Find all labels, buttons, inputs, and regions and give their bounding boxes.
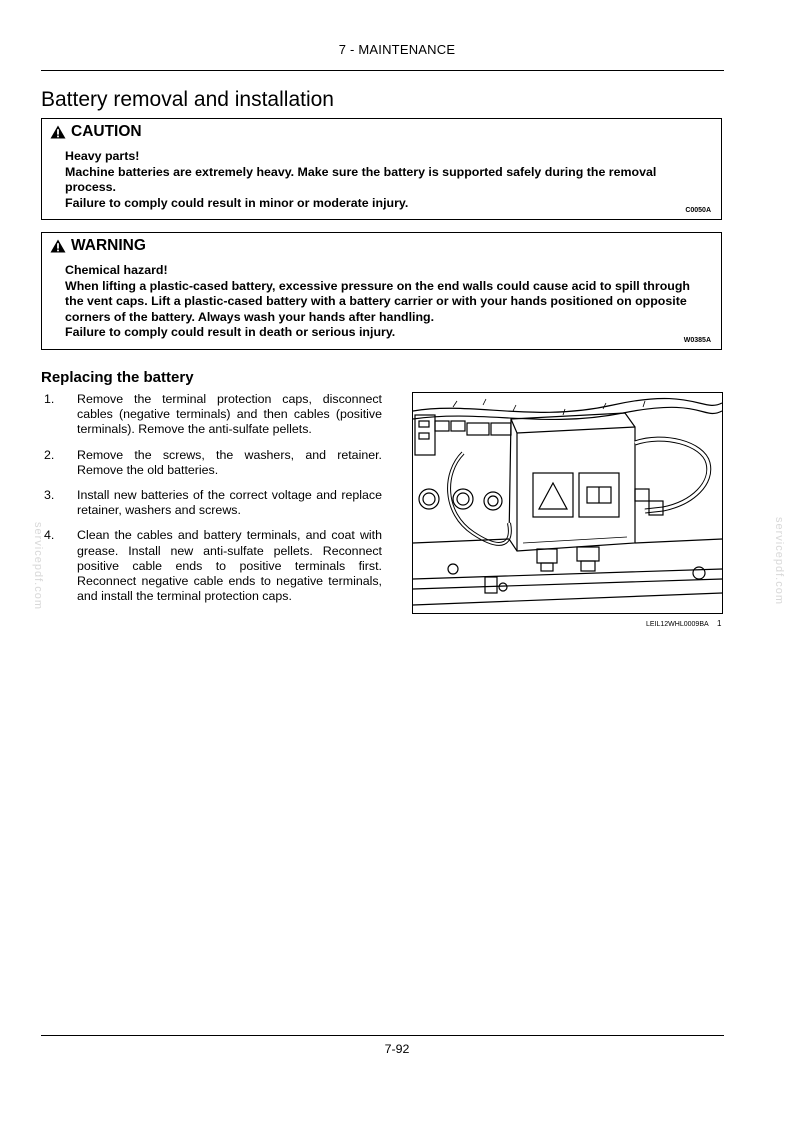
warning-line: Failure to comply could result in death or serious injury.: [65, 325, 396, 340]
list-item: [41, 448, 382, 478]
warning-line: When lifting a plastic-cased battery, excessive pressure on the end walls could cause acid to spill through the vent caps. Lift a plastic-cased battery with a battery carrier or with your hands positioned on opposite corners of the battery. Always wash your hands after handling.: [65, 278, 690, 324]
step-number: 1.: [44, 392, 55, 406]
step-number: 4.: [44, 528, 55, 543]
warning-body: [65, 263, 701, 341]
step-text: Clean the cables and battery terminals, and coat with grease. Install new anti-sulfate pellets. Reconnect positive cable ends to positive terminals first. Reconnect negative cable ends to negative terminals, and install the terminal protection caps.: [77, 528, 382, 604]
page-title: Battery removal and installation: [41, 88, 334, 111]
caution-box: [41, 118, 722, 220]
list-item: [41, 488, 382, 518]
footer-rule: [41, 1035, 724, 1036]
step-text: Install new batteries of the correct voltage and replace retainer, washers and screws.: [77, 488, 382, 518]
watermark-left: servicepdf.com: [31, 522, 44, 610]
caution-line: Heavy parts!: [65, 149, 140, 163]
warning-label: WARNING: [71, 237, 146, 254]
list-item: [41, 528, 382, 604]
battery-compartment-drawing: [413, 393, 722, 613]
header-rule: [41, 70, 724, 71]
section-title: Replacing the battery: [41, 369, 194, 386]
caution-heading: [50, 123, 142, 141]
step-number: 3.: [44, 488, 55, 503]
warning-triangle-icon: [50, 125, 66, 139]
list-item: [41, 392, 382, 438]
battery-illustration: [412, 392, 723, 614]
page-number: 7-92: [384, 1042, 410, 1056]
figure-number: 1: [717, 619, 722, 628]
caution-line: Machine batteries are extremely heavy. Make sure the battery is supported safely during the removal process.: [65, 164, 657, 195]
caution-label: CAUTION: [71, 123, 142, 140]
warning-code: W0385A: [683, 337, 711, 344]
step-text: Remove the screws, the washers, and retainer. Remove the old batteries.: [77, 447, 382, 477]
watermark-right: servicepdf.com: [772, 517, 785, 605]
header-chapter: 7 - MAINTENANCE: [338, 42, 456, 57]
caution-line: Failure to comply could result in minor or moderate injury.: [65, 195, 409, 210]
caution-body: [65, 149, 701, 211]
figure-code: LEIL12WHL0009BA: [646, 621, 709, 628]
warning-box: [41, 232, 722, 350]
warning-line: Chemical hazard!: [65, 263, 168, 277]
caution-code: C0050A: [685, 207, 711, 214]
step-number: 2.: [44, 447, 55, 462]
steps-list: [41, 392, 382, 614]
warning-heading: [50, 237, 146, 255]
step-text: Remove the terminal protection caps, disconnect cables (negative terminals) and then cables (positive terminals). Remove the anti-sulfate pellets.: [77, 392, 382, 437]
warning-triangle-icon: [50, 239, 66, 253]
